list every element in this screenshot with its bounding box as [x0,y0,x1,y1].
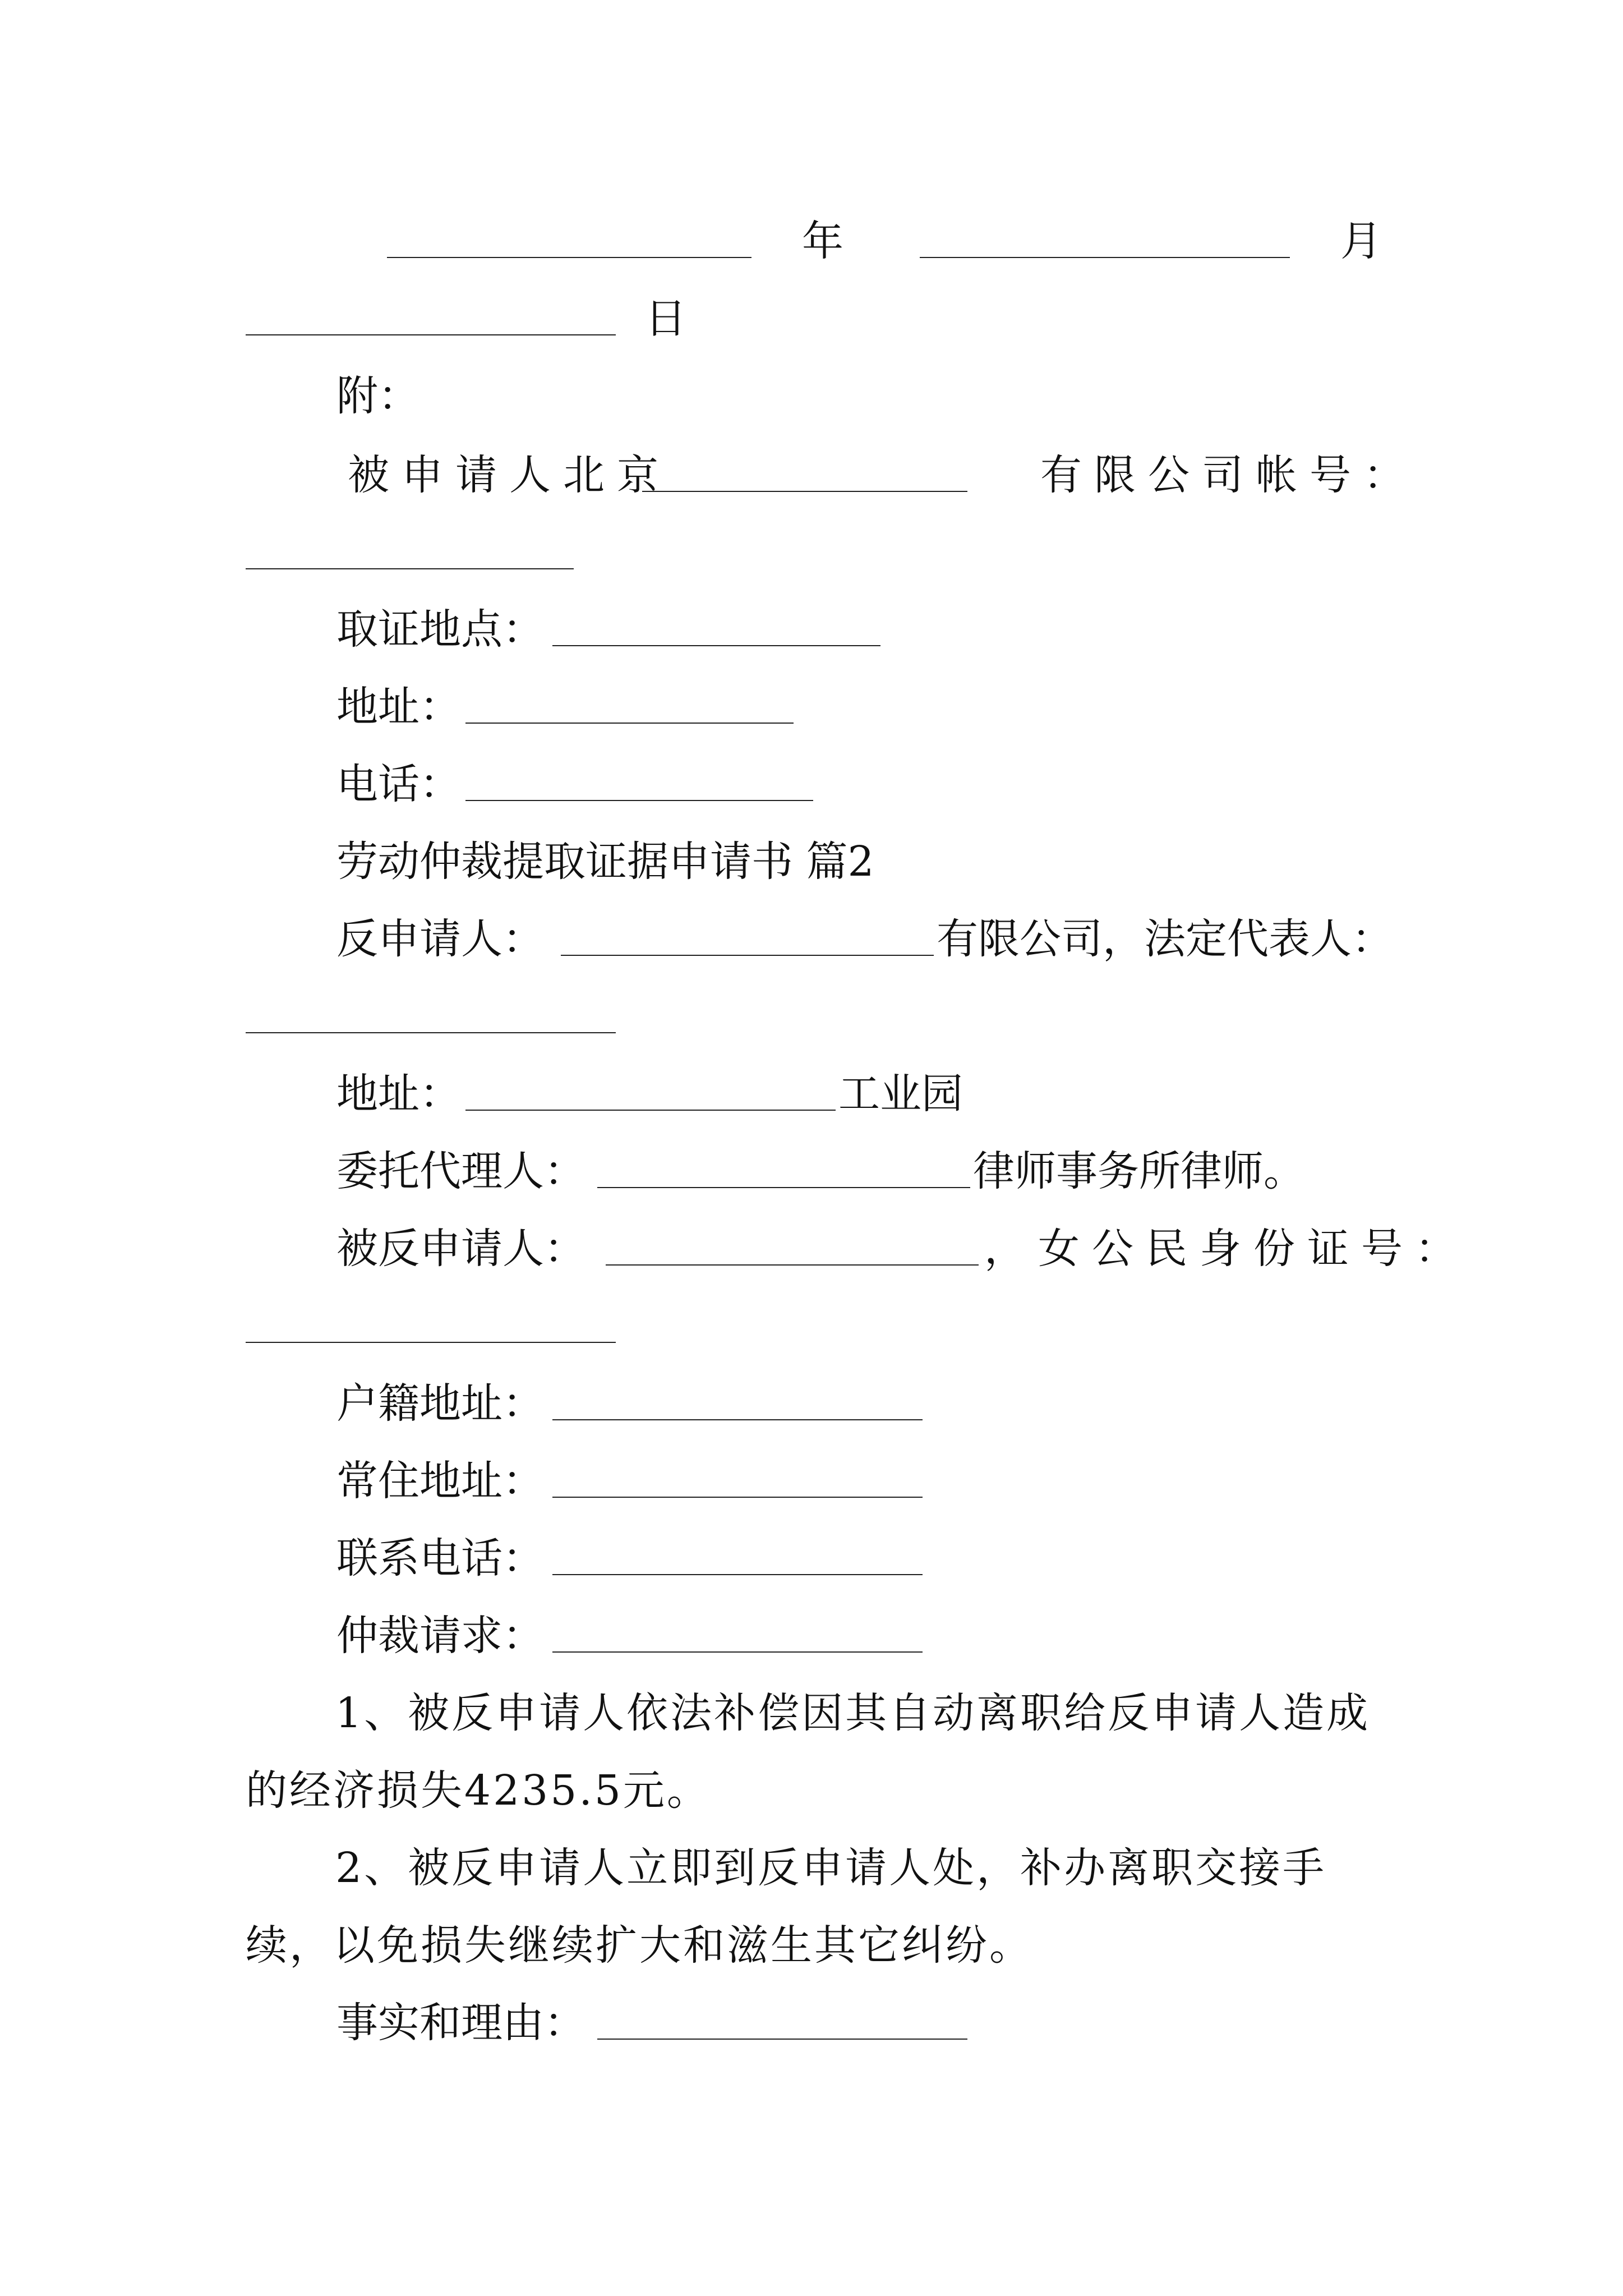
contact-phone-label: 联系电话： [336,1534,544,1582]
year-blank [387,257,751,258]
agent-blank [597,1187,970,1188]
claims-blank [552,1651,923,1653]
attachment-phone-label: 电话： [336,760,461,808]
claim-item-1: 1、被反申请人依法补偿因其自动离职给反申请人造成的经济损失4235.5元。 [246,1689,1371,1815]
year-label: 年 [802,217,843,265]
law-firm-label: 律师事务所律师。 [973,1147,1305,1195]
agent-line [0,1143,1623,1199]
evidence-location-label: 取证地点： [336,605,544,654]
day-line [0,291,1623,347]
attachment-phone-line [0,756,1623,812]
residence-address-line [0,1453,1623,1509]
month-blank [920,257,1290,258]
counter-respondent-line [0,1221,1623,1277]
section-title: 劳动仲裁提取证据申请书 篇2 [336,838,874,886]
month-label: 月 [1340,217,1382,265]
facts-label: 事实和理由： [336,1999,585,2047]
agent-label: 委托代理人： [336,1147,585,1195]
company-legal-rep-label: 有限公司，法定代表人： [937,915,1393,963]
residence-address-label: 常住地址： [336,1457,544,1505]
party-address-label: 地址： [336,1070,461,1118]
claims-label: 仲裁请求： [336,1612,544,1660]
household-address-label: 户籍地址： [336,1379,544,1428]
facts-blank [597,2039,967,2040]
evidence-location-blank [552,645,880,646]
attachment-label: 附： [336,372,419,420]
date-line [0,213,1623,269]
counter-applicant-label: 反申请人： [336,915,544,963]
id-number-label: ，女公民身份证号： [984,1225,1469,1273]
counter-respondent-label: 被反申请人： [336,1225,585,1273]
id-blank-line [0,1298,1623,1354]
household-address-line [0,1375,1623,1432]
claims-line [0,1608,1623,1664]
legal-rep-blank-line [0,988,1623,1045]
attachment-line [0,368,1623,424]
facts-line [0,1995,1623,2051]
id-number-blank [246,1342,616,1343]
respondent-line [0,447,1623,503]
account-blank [246,568,574,569]
account-label: 有限公司帐号： [1040,451,1417,499]
party-address-blank [465,1110,836,1111]
section-title-line [0,834,1623,890]
legal-rep-blank [246,1032,616,1033]
respondent-name-blank [642,491,967,492]
respondent-prefix: 被申请人北京 [348,451,671,499]
household-address-blank [552,1419,923,1420]
counter-respondent-blank [606,1264,979,1266]
claim-item-2: 2、被反申请人立即到反申请人处，补办离职交接手续，以免损失继续扩大和滋生其它纠纷。 [246,1844,1327,1970]
industrial-park-label: 工业园 [838,1070,963,1118]
evidence-location-line [0,601,1623,657]
account-blank-line [0,524,1623,581]
attachment-address-line [0,679,1623,735]
day-blank [246,334,616,335]
residence-address-blank [552,1497,923,1498]
attachment-address-blank [465,723,794,724]
attachment-phone-blank [465,800,813,801]
counter-applicant-blank [561,955,934,956]
party-address-line [0,1066,1623,1122]
contact-phone-line [0,1530,1623,1586]
counter-applicant-line [0,911,1623,967]
contact-phone-blank [552,1574,923,1575]
attachment-address-label: 地址： [336,683,461,731]
day-label: 日 [645,295,686,343]
